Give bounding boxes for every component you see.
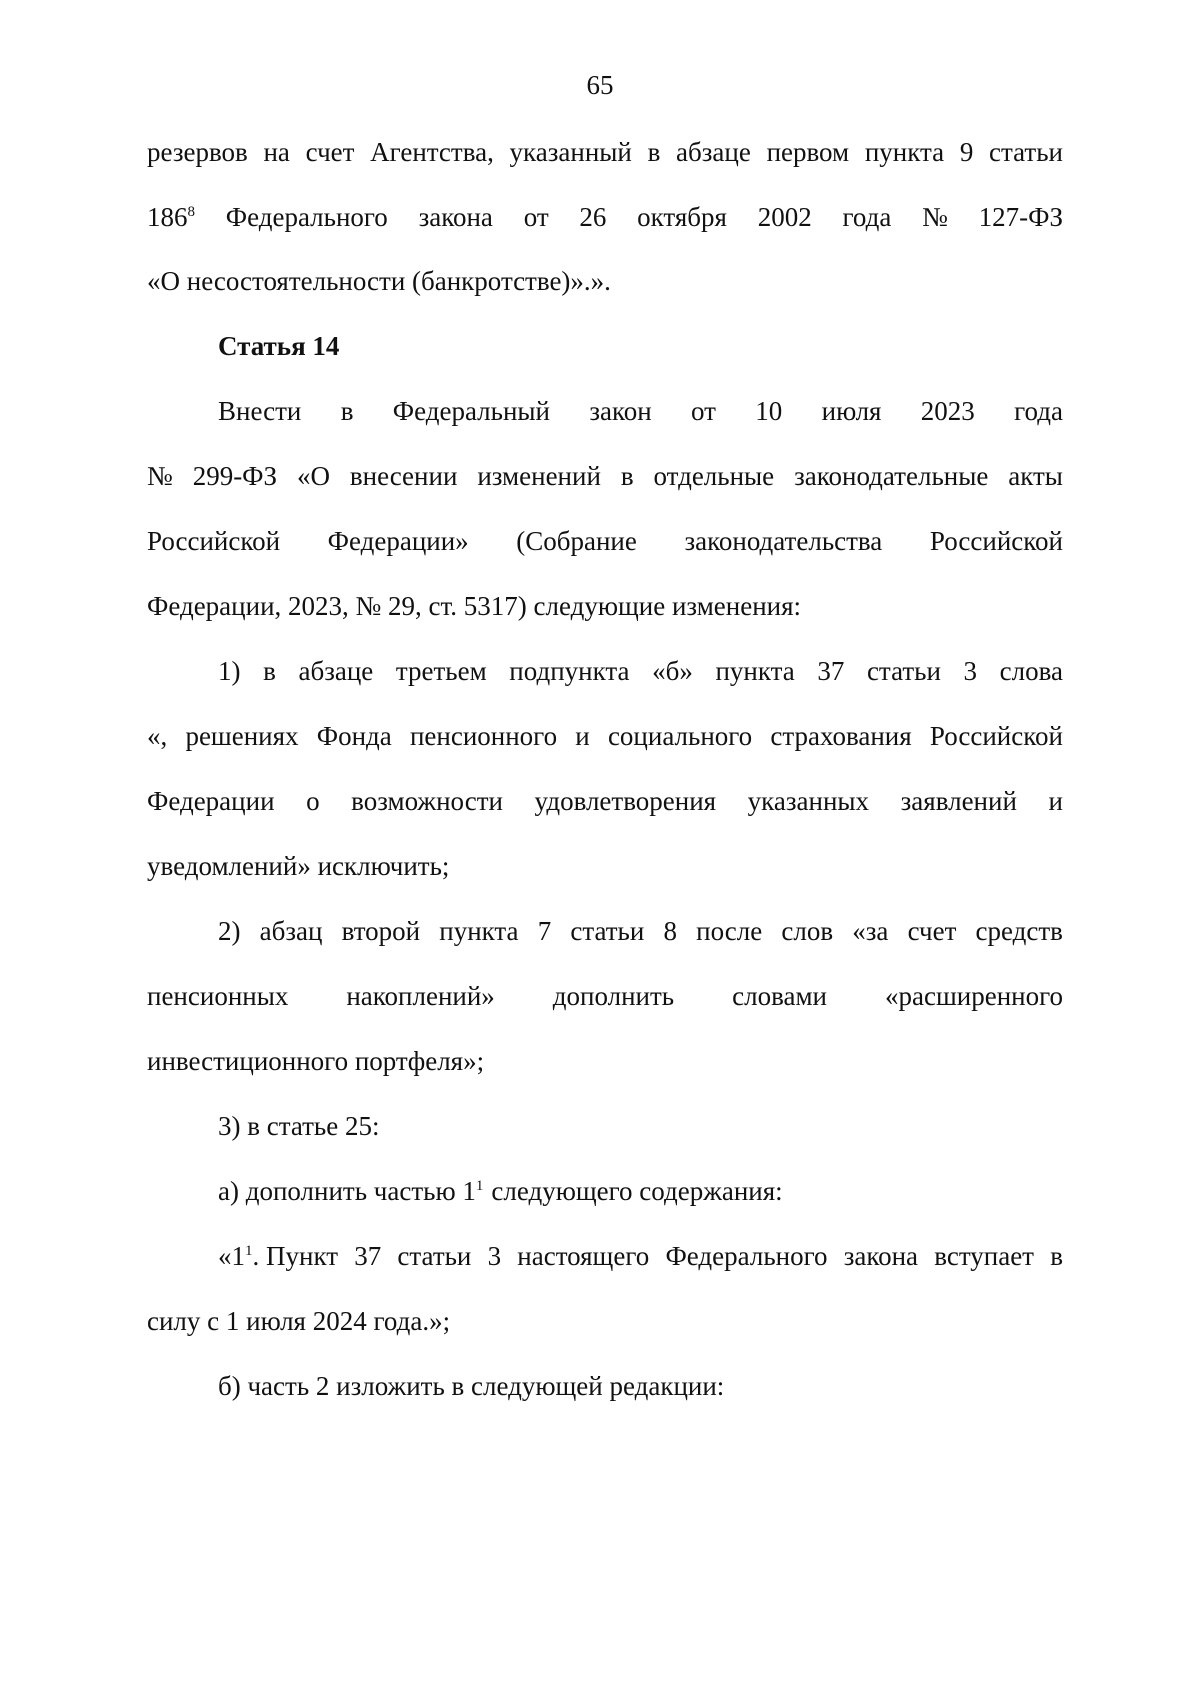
word: пенсионных xyxy=(147,981,289,1011)
word: статьи xyxy=(989,137,1063,167)
word: года xyxy=(1014,396,1063,426)
word: 2) xyxy=(218,916,241,946)
superscript: 1 xyxy=(245,1243,253,1259)
text-line-9 xyxy=(218,654,1063,688)
word: после xyxy=(696,916,763,946)
text-line-20: б) часть 2 изложить в следующей редакции: xyxy=(218,1371,725,1401)
word: статьи xyxy=(866,656,941,686)
word: в xyxy=(1050,1241,1063,1271)
word: Российской xyxy=(929,526,1063,556)
word: второй xyxy=(341,916,421,946)
text-line-16: 3) в статье 25: xyxy=(218,1111,380,1141)
word: акты xyxy=(1008,461,1063,491)
word: резервов xyxy=(147,137,248,167)
word: 9 xyxy=(959,137,974,167)
word: Российской xyxy=(929,721,1063,751)
page-number: 65 xyxy=(586,70,614,100)
word: подпункта xyxy=(509,656,630,686)
text-line-3: «О несостоятельности (банкротстве)».». xyxy=(147,266,611,296)
word: третьем xyxy=(395,656,487,686)
word: «б» xyxy=(652,656,693,686)
word: слов xyxy=(781,916,834,946)
word: 299-ФЗ xyxy=(192,461,278,491)
word: закона xyxy=(843,1241,919,1271)
article-number: $186^8$ xyxy=(147,202,195,232)
text-line-7 xyxy=(147,524,1063,558)
word: словами xyxy=(732,981,827,1011)
word: Внести xyxy=(218,396,302,426)
word: «, xyxy=(147,721,168,751)
word: закона xyxy=(418,202,493,232)
text-line-8: Федерации, 2023, № 29, ст. 5317) следующие изменения: xyxy=(147,591,802,621)
word: удовлетворения xyxy=(534,786,717,816)
word: от xyxy=(691,396,716,426)
word: счет xyxy=(305,137,355,167)
word: абзаце xyxy=(676,137,751,167)
word: решениях xyxy=(185,721,299,751)
word: № xyxy=(922,202,948,232)
word: указанных xyxy=(747,786,870,816)
text-line-18 xyxy=(218,1239,1063,1273)
word: 3 xyxy=(487,1241,502,1271)
text-line-10 xyxy=(147,719,1063,753)
word: «за xyxy=(852,916,889,946)
word: законодательные xyxy=(794,461,989,491)
word: Федеральный xyxy=(392,396,550,426)
word: 8 xyxy=(663,916,677,946)
superscript: 8 xyxy=(187,204,195,220)
word: возможности xyxy=(351,786,503,816)
word: «расширенного xyxy=(885,981,1063,1011)
word: изменений xyxy=(477,461,601,491)
word: июля xyxy=(821,396,882,426)
article-heading: Статья 14 xyxy=(218,331,340,361)
word: 2023 xyxy=(920,396,975,426)
word: пункта xyxy=(439,916,519,946)
word: статьи xyxy=(570,916,645,946)
word: в xyxy=(340,396,354,426)
word: средств xyxy=(975,916,1063,946)
word: настоящего xyxy=(517,1241,650,1271)
word: в xyxy=(647,137,661,167)
text-line-17 xyxy=(218,1174,1063,1208)
word: социального xyxy=(607,721,753,751)
word: указанный xyxy=(509,137,632,167)
word: законодательства xyxy=(684,526,883,556)
word: на xyxy=(263,137,290,167)
text-line-14 xyxy=(147,979,1063,1013)
word: статьи xyxy=(397,1241,472,1271)
word: Агентства, xyxy=(370,137,494,167)
word: октября xyxy=(637,202,727,232)
word: внесении xyxy=(349,461,458,491)
word: страхования xyxy=(770,721,912,751)
word: заявлений xyxy=(900,786,1017,816)
word: пункта xyxy=(715,656,795,686)
text-fragment: «$1^1$. Пункт xyxy=(218,1241,339,1271)
word: № xyxy=(147,461,173,491)
text-line-13 xyxy=(218,914,1063,948)
word: года xyxy=(842,202,892,232)
word: абзац xyxy=(259,916,323,946)
word: Федерации xyxy=(147,786,275,816)
word: 1) xyxy=(218,656,241,686)
word: 3 xyxy=(963,656,978,686)
word: 2002 xyxy=(757,202,812,232)
text-line-6 xyxy=(147,459,1063,493)
word: вступает xyxy=(934,1241,1034,1271)
word: Федерации» xyxy=(327,526,469,556)
text-line-15: инвестиционного портфеля»; xyxy=(147,1046,485,1076)
word: и xyxy=(1048,786,1063,816)
word: первом xyxy=(766,137,850,167)
text-line-12: уведомлений» исключить; xyxy=(147,851,450,881)
word: (Собрание xyxy=(516,526,637,556)
word: пенсионного xyxy=(409,721,558,751)
text-fragment: а) дополнить частью 1 xyxy=(218,1176,476,1206)
text-line-2 xyxy=(147,200,1063,234)
word: Российской xyxy=(147,526,281,556)
text-line-19: силу с 1 июля 2024 года.»; xyxy=(147,1306,451,1336)
word: Федерального xyxy=(665,1241,828,1271)
word: слова xyxy=(999,656,1063,686)
word: 10 xyxy=(755,396,783,426)
word: 26 xyxy=(579,202,607,232)
word: 37 xyxy=(354,1241,382,1271)
text-fragment: следующего содержания: xyxy=(491,1176,783,1206)
text-line-11 xyxy=(147,784,1063,818)
word: закон xyxy=(589,396,652,426)
word: абзаце xyxy=(298,656,374,686)
word: в xyxy=(620,461,634,491)
word: «О xyxy=(296,461,330,491)
word: 7 xyxy=(537,916,552,946)
text-line-5 xyxy=(218,394,1063,428)
word: накоплений» xyxy=(346,981,495,1011)
word: отдельные xyxy=(653,461,775,491)
word: Федерального xyxy=(225,202,388,232)
word: от xyxy=(523,202,549,232)
word: Фонда xyxy=(316,721,392,751)
word: 37 xyxy=(817,656,845,686)
word: дополнить xyxy=(552,981,675,1011)
word: в xyxy=(263,656,276,686)
word: 127-ФЗ xyxy=(978,202,1063,232)
superscript: 1 xyxy=(475,1178,484,1194)
text-line-1 xyxy=(147,135,1063,169)
word: и xyxy=(575,721,590,751)
word: о xyxy=(306,786,320,816)
word: счет xyxy=(907,916,957,946)
word: пункта xyxy=(864,137,945,167)
